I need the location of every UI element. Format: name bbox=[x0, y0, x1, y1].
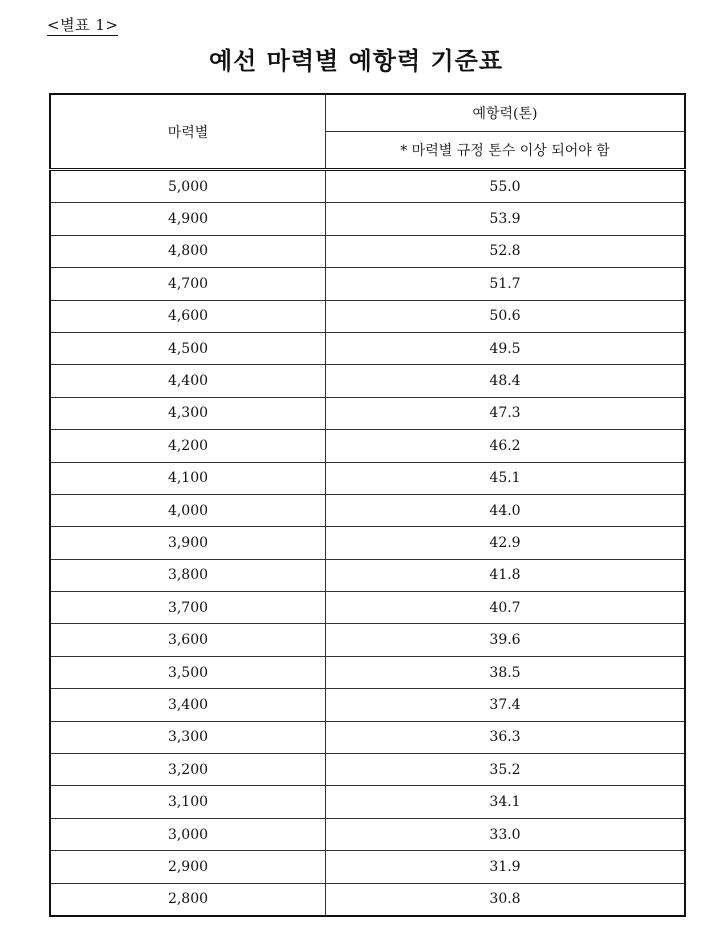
table-row bbox=[50, 721, 685, 753]
cell-horsepower: 3,900 bbox=[50, 527, 326, 559]
cell-towing-force: 30.8 bbox=[326, 883, 686, 916]
cell-horsepower: 4,200 bbox=[50, 430, 326, 462]
cell-towing-force: 48.4 bbox=[326, 365, 686, 397]
cell-horsepower: 4,100 bbox=[50, 462, 326, 494]
cell-towing-force: 53.9 bbox=[326, 203, 686, 235]
table-row bbox=[50, 462, 685, 494]
cell-horsepower: 4,600 bbox=[50, 300, 326, 332]
cell-horsepower: 2,900 bbox=[50, 851, 326, 883]
table-row bbox=[50, 365, 685, 397]
cell-horsepower: 4,000 bbox=[50, 494, 326, 526]
cell-horsepower: 3,500 bbox=[50, 656, 326, 688]
cell-horsepower: 4,800 bbox=[50, 235, 326, 267]
cell-towing-force: 34.1 bbox=[326, 786, 686, 818]
table-row bbox=[50, 430, 685, 462]
table-row bbox=[50, 332, 685, 364]
page-title: 예선 마력별 예항력 기준표 bbox=[208, 47, 504, 75]
cell-towing-force: 51.7 bbox=[326, 268, 686, 300]
header-towing-force: 예항력(톤) bbox=[326, 94, 686, 132]
header-horsepower: 마력별 bbox=[50, 94, 326, 170]
table-row bbox=[50, 300, 685, 332]
annex-tag: <별표 1> bbox=[47, 16, 119, 34]
cell-towing-force: 46.2 bbox=[326, 430, 686, 462]
cell-towing-force: 49.5 bbox=[326, 332, 686, 364]
cell-towing-force: 55.0 bbox=[326, 170, 686, 203]
cell-horsepower: 3,200 bbox=[50, 754, 326, 786]
cell-towing-force: 47.3 bbox=[326, 397, 686, 429]
cell-towing-force: 44.0 bbox=[326, 494, 686, 526]
cell-horsepower: 3,000 bbox=[50, 818, 326, 850]
cell-towing-force: 39.6 bbox=[326, 624, 686, 656]
table-row bbox=[50, 786, 685, 818]
cell-horsepower: 4,500 bbox=[50, 332, 326, 364]
table-row bbox=[50, 559, 685, 591]
cell-towing-force: 38.5 bbox=[326, 656, 686, 688]
cell-towing-force: 50.6 bbox=[326, 300, 686, 332]
table-row bbox=[50, 754, 685, 786]
header-note: * 마력별 규정 톤수 이상 되어야 함 bbox=[326, 132, 686, 170]
cell-horsepower: 3,400 bbox=[50, 689, 326, 721]
table-row bbox=[50, 656, 685, 688]
cell-towing-force: 41.8 bbox=[326, 559, 686, 591]
table-row bbox=[50, 494, 685, 526]
cell-horsepower: 4,400 bbox=[50, 365, 326, 397]
table-row bbox=[50, 527, 685, 559]
cell-towing-force: 35.2 bbox=[326, 754, 686, 786]
cell-horsepower: 4,900 bbox=[50, 203, 326, 235]
cell-towing-force: 36.3 bbox=[326, 721, 686, 753]
cell-horsepower: 4,300 bbox=[50, 397, 326, 429]
cell-horsepower: 2,800 bbox=[50, 883, 326, 916]
table-row bbox=[50, 170, 685, 203]
cell-towing-force: 31.9 bbox=[326, 851, 686, 883]
cell-towing-force: 40.7 bbox=[326, 592, 686, 624]
table-row bbox=[50, 624, 685, 656]
cell-horsepower: 4,700 bbox=[50, 268, 326, 300]
cell-horsepower: 3,800 bbox=[50, 559, 326, 591]
table-row bbox=[50, 851, 685, 883]
table-row bbox=[50, 203, 685, 235]
cell-horsepower: 3,600 bbox=[50, 624, 326, 656]
table-row bbox=[50, 689, 685, 721]
cell-towing-force: 42.9 bbox=[326, 527, 686, 559]
table-row bbox=[50, 818, 685, 850]
cell-horsepower: 3,300 bbox=[50, 721, 326, 753]
cell-horsepower: 5,000 bbox=[50, 170, 326, 203]
table-row bbox=[50, 268, 685, 300]
cell-horsepower: 3,700 bbox=[50, 592, 326, 624]
cell-towing-force: 52.8 bbox=[326, 235, 686, 267]
standard-table bbox=[49, 93, 686, 917]
table-row bbox=[50, 235, 685, 267]
table-row bbox=[50, 592, 685, 624]
cell-horsepower: 3,100 bbox=[50, 786, 326, 818]
table-body bbox=[50, 170, 685, 916]
table-row bbox=[50, 397, 685, 429]
cell-towing-force: 33.0 bbox=[326, 818, 686, 850]
cell-towing-force: 45.1 bbox=[326, 462, 686, 494]
table-row bbox=[50, 883, 685, 916]
cell-towing-force: 37.4 bbox=[326, 689, 686, 721]
